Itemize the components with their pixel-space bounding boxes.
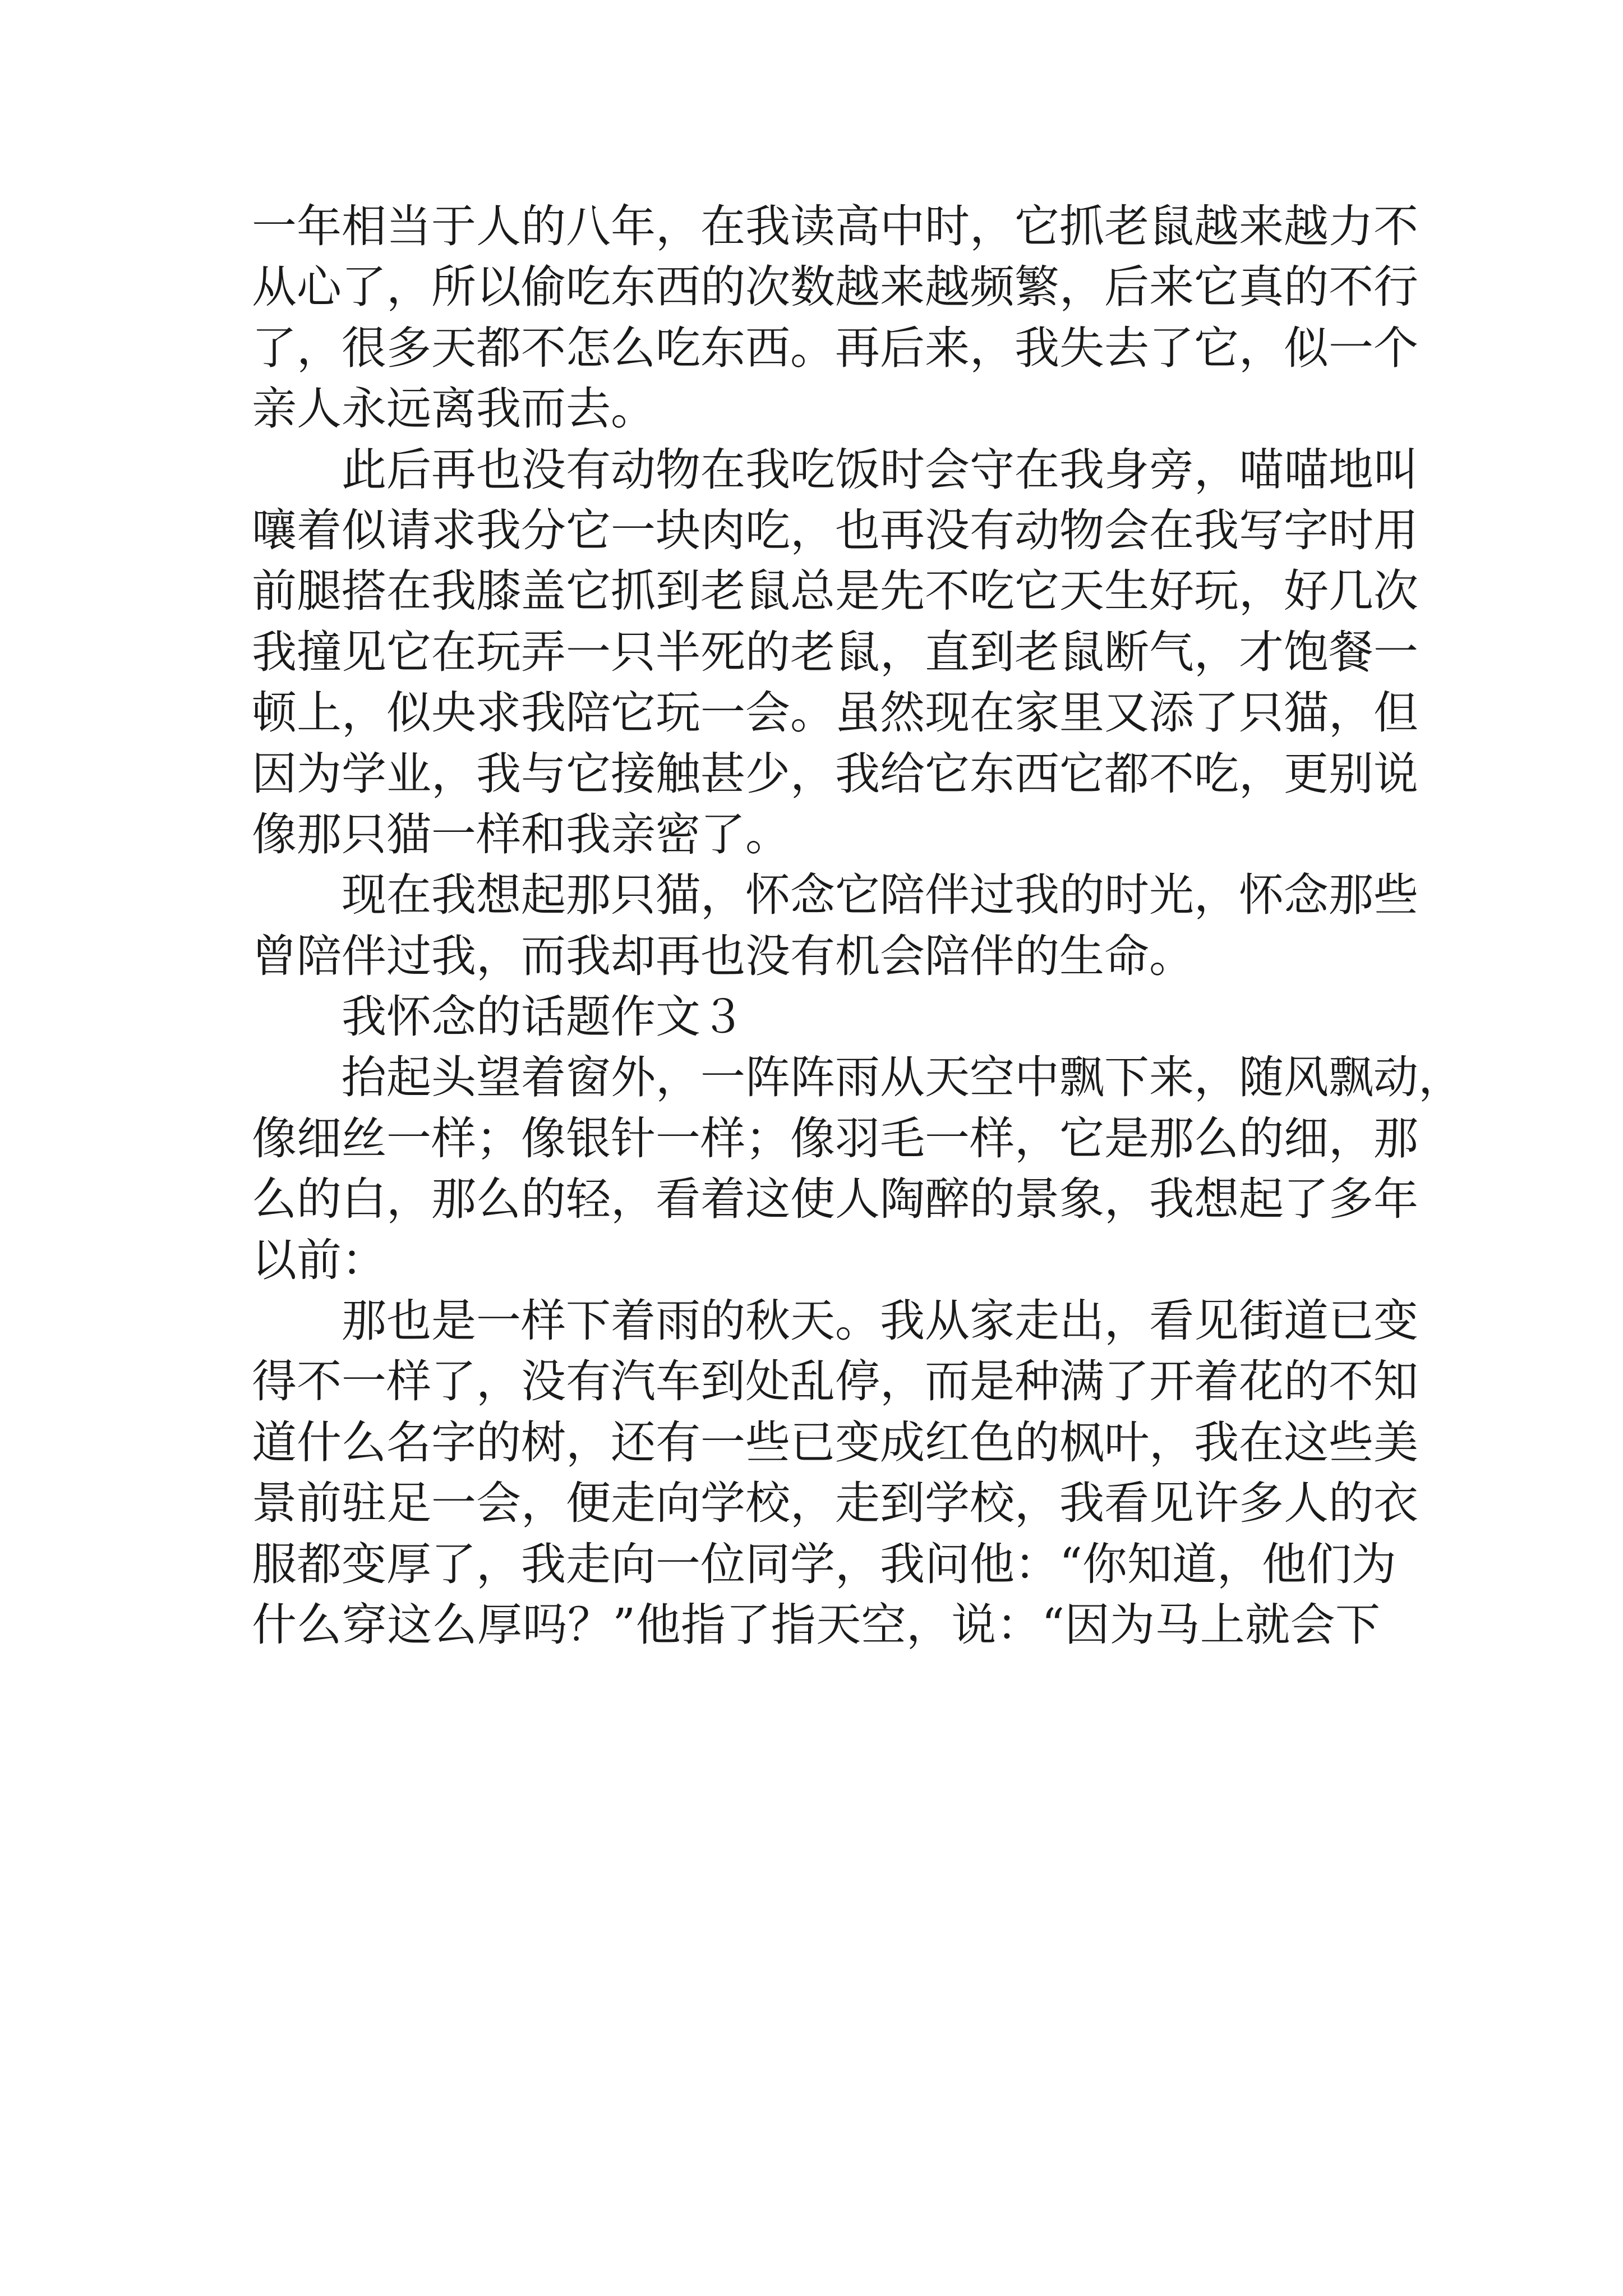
text-line: 什 么 穿 这 么 厚 吗 ？ ” 他 指 了 指 天 空 ， 说 ： “ 因 为 马 上 就 会 下	[252, 1598, 1380, 1651]
text-line: 亲 人 永 远 离 我 而 去 。	[252, 383, 656, 435]
text-line: 因 为 学 业 ， 我 与 它 接 触 甚 少 ， 我 给 它 东 西 它 都 不 吃 ， 更 别 说	[252, 747, 1418, 800]
text-line: 景 前 驻 足 一 会 ， 便 走 向 学 校 ， 走 到 学 校 ， 我 看 见 许 多 人 的 衣	[252, 1477, 1418, 1530]
text-line: 抬 起 头 望 着 窗 外 ， 一 阵 阵 雨 从 天 空 中 飘 下 来 ， 随 风 飘 动 ，	[342, 1051, 1463, 1104]
text-line: 从 心 了 ， 所 以 偷 吃 东 西 的 次 数 越 来 越 频 繁 ， 后 来 它 真 的 不 行	[252, 261, 1418, 314]
text-line: 以 前 ：	[252, 1234, 386, 1286]
text-line: 服 都 变 厚 了 ， 我 走 向 一 位 同 学 ， 我 问 他 ： “ 你 知 道 ， 他 们 为	[252, 1538, 1396, 1590]
text-line: 得 不 一 样 了 ， 没 有 汽 车 到 处 乱 停 ， 而 是 种 满 了 开 着 花 的 不 知	[252, 1355, 1418, 1408]
text-line: 前 腿 搭 在 我 膝 盖 它 抓 到 老 鼠 总 是 先 不 吃 它 天 生 好 玩 ， 好 几 次	[252, 565, 1418, 618]
text-line: 像 那 只 猫 一 样 和 我 亲 密 了 。	[252, 808, 790, 861]
text-line: 现 在 我 想 起 那 只 猫 ， 怀 念 它 陪 伴 过 我 的 时 光 ， 怀 念 那 些	[342, 869, 1418, 922]
text-line: 顿 上 ， 似 央 求 我 陪 它 玩 一 会 。 虽 然 现 在 家 里 又 添 了 只 猫 ， 但	[252, 687, 1418, 739]
text-line: 一 年 相 当 于 人 的 八 年 ， 在 我 读 高 中 时 ， 它 抓 老 鼠 越 来 越 力 不	[252, 200, 1418, 252]
text-line: 曾 陪 伴 过 我 ， 而 我 却 再 也 没 有 机 会 陪 伴 的 生 命 。	[252, 930, 1194, 982]
text-line: 像 细 丝 一 样 ； 像 银 针 一 样 ； 像 羽 毛 一 样 ， 它 是 那 么 的 细 ， 那	[252, 1112, 1418, 1165]
document-body	[252, 196, 1463, 1655]
text-line: 我 怀 念 的 话 题 作 文 ３	[342, 991, 745, 1043]
text-line: 此 后 再 也 没 有 动 物 在 我 吃 饭 时 会 守 在 我 身 旁 ， 喵 喵 地 叫	[342, 443, 1418, 496]
text-line: 么 的 白 ， 那 么 的 轻 ， 看 着 这 使 人 陶 醉 的 景 象 ， 我 想 起 了 多 年	[252, 1173, 1418, 1226]
text-line: 道 什 么 名 字 的 树 ， 还 有 一 些 已 变 成 红 色 的 枫 叶 ， 我 在 这 些 美	[252, 1416, 1418, 1469]
text-line: 了 ， 很 多 天 都 不 怎 么 吃 东 西 。 再 后 来 ， 我 失 去 了 它 ， 似 一 个	[252, 321, 1418, 374]
text-line: 嚷 着 似 请 求 我 分 它 一 块 肉 吃 ， 也 再 没 有 动 物 会 在 我 写 字 时 用	[252, 504, 1418, 556]
text-line: 那 也 是 一 样 下 着 雨 的 秋 天 。 我 从 家 走 出 ， 看 见 街 道 已 变	[342, 1295, 1418, 1347]
text-line: 我 撞 见 它 在 玩 弄 一 只 半 死 的 老 鼠 ， 直 到 老 鼠 断 气 ， 才 饱 餐 一	[252, 625, 1418, 678]
